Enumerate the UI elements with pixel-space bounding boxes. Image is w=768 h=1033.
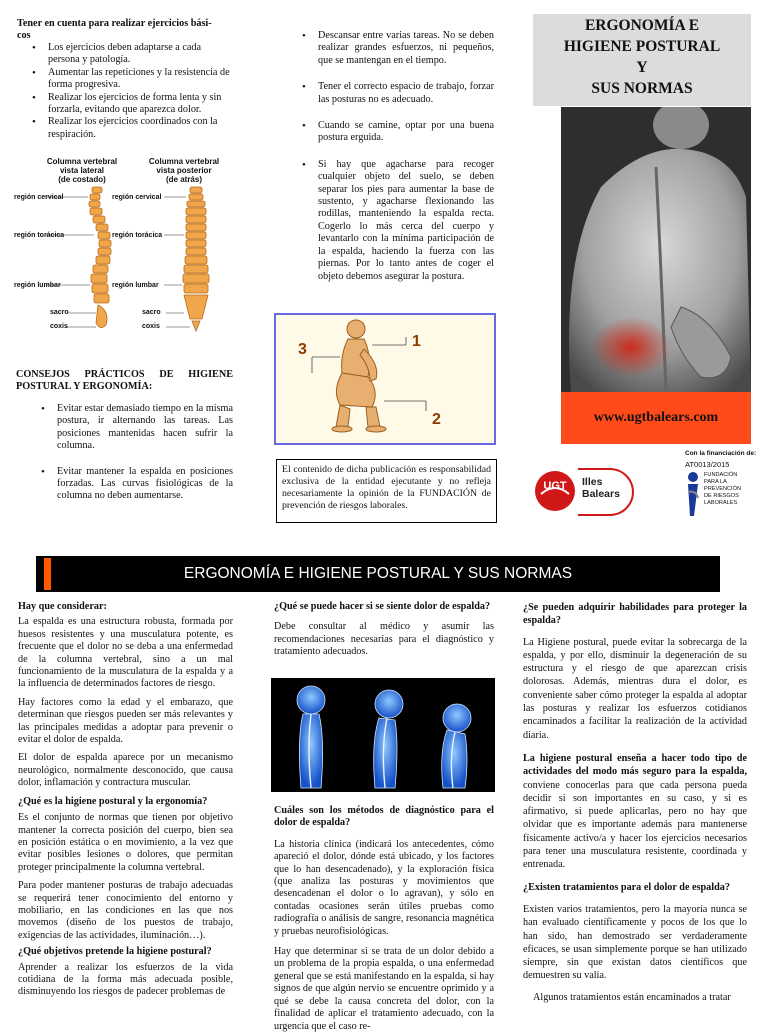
list-item: • Tener el correcto espacio de trabajo, forzar las posturas no es adecuado.: [286, 81, 494, 106]
squat-label-2: 2: [432, 411, 441, 428]
squat-label-3: 3: [298, 341, 307, 358]
paragraph: Hay factores como la edad y el embarazo, que determinan que riesgos pueden ser más relevantes y las principales medidas a adoptar para prevenir o evitar el dolor de espalda.: [18, 696, 233, 746]
section-heading: ¿Qué se puede hacer si se siente dolor de espalda?: [274, 601, 491, 612]
label-toracica: región torácica: [14, 232, 65, 239]
cover-title-line: ERGONOMÍA E: [584, 17, 700, 34]
spine-drawing: [14, 185, 238, 335]
squat-figure: [274, 313, 496, 445]
back-pain-photo: [561, 107, 751, 392]
cover-title: [533, 14, 751, 106]
cover-title-line: SUS NORMAS: [591, 80, 693, 97]
label-lumbar-2: región lumbar: [112, 282, 159, 289]
bottom-col-2: [274, 601, 494, 659]
spine-title-posterior: Columna vertebral vista posterior (de atrás): [148, 157, 220, 184]
squat-label-1: 1: [412, 333, 421, 350]
paragraph: Debe consultar al médico y asumir las recomendaciones necesarias para el diagnóstico y tratamiento adecuados.: [274, 621, 494, 658]
paragraph: Es el conjunto de normas que tienen por objetivo mantener la correcta posición del cuerpo, bien sea en posición estática o en movimiento, a la vez que evitar posibles lesiones o dolores, que permitan proteger principalmente la columna vertebral.: [18, 812, 233, 873]
paragraph: Algunos tratamientos están encaminados a tratar: [533, 991, 731, 1003]
section-heading: ¿Qué objetivos pretende la higiene postural?: [18, 946, 212, 958]
paragraph: La historia clínica (indicará los antecedentes, cómo apareció el dolor, dónde está ubicado, y los factores que lo han desencadenado), y la exploración física (que analiza las posturas y movimientos que desencadenan el dolor o lo agravan), y sólo en contadas ocasiones serán útiles pruebas como radiografía o análisis de sangre, resonancia magnética y pruebas neurofisiológicas.: [274, 838, 494, 937]
paragraph: Hay que determinar si se trata de un dolor debido a un problema de la propia espalda, o una enfermedad general que se está manifestando en la espalda, si hay signos de que algún nervio se encuentre oprimido y a qué se debe la causa concreta del dolor, con la finalidad de aplicar el tratamiento adecuado, con la urgencia que el caso re-: [274, 946, 494, 1032]
label-sacro: sacro: [50, 309, 69, 316]
paragraph: El dolor de espalda aparece por un mecanismo neurológico, normalmente desconocido, que causa dolor, inflamación y contractura muscular.: [18, 752, 233, 789]
illes-balears-logo: [578, 468, 634, 516]
label-lumbar: región lumbar: [14, 282, 61, 289]
section-heading: Cuáles son los métodos de diagnóstico para el dolor de espalda?: [274, 805, 494, 829]
list-item: • Los ejercicios deben adaptarse a cada persona y patología.: [16, 42, 234, 67]
squatting-person-illustration: [276, 315, 494, 443]
section-heading: ¿Existen tratamientos para el dolor de espalda?: [523, 881, 730, 893]
label-cervical: región cervical: [14, 194, 64, 201]
ugt-logo-text: UGT: [543, 480, 567, 492]
paragraph: Aprender a realizar los esfuerzos de la vida cotidiana de la forma más adecuada posible, disminuyendo los riesgos de padecer problemas de: [18, 961, 233, 998]
paragraph: La espalda es una estructura robusta, formada por huesos resistentes y una musculatura potente, es frecuente que el dolor no se deba a una enfermedad de la columna vertebral, sino a un mal funcionamiento de la musculatura de la espalda y a la influencia de determinados factores de riesgo.: [18, 616, 233, 690]
label-sacro-2: sacro: [142, 309, 161, 316]
consejos-list: [25, 403, 233, 503]
paragraph: Existen varios tratamientos, pero la mayoría nunca se han evaluado científicamente y pocos de los que lo han sido, han demostrado ser verdaderamente eficaces, se usan simplemente porque se han utilizado siempre, sin que existan datos científicos que demuestren su valía.: [523, 903, 747, 982]
list-item: • Aumentar las repeticiones y la resistencia de forma progresiva.: [16, 67, 234, 92]
exercise-list: [16, 42, 234, 141]
funding-label: Con la financiación de:: [685, 450, 757, 457]
spine-illustration: [14, 157, 238, 335]
list-item: • Cuando se camine, optar por una buena postura erguida.: [286, 120, 494, 145]
list-item: • Descansar entre varias tareas. No se deben realizar grandes esfuerzos, ni pequeños, que se mantengan en el tiempo.: [286, 30, 494, 67]
list-item: • Si hay que agacharse para recoger cualquier objeto del suelo, se deben separar los pies para aumentar la base de sustento, y agacharse flexionando las rodillas, manteniendo la espalda recta. Cogerlo lo más cerca del cuerpo y levantarlo con la mínima participación de la espalda, haciendo la fuerza con las piernas. Por lo tanto antes de coger el objeto debemos asegurar la postura.: [286, 159, 494, 283]
paragraph-text: conviene conocerlas para que cada persona pueda decidir si son importantes en su caso, y si es afirmativo, si puede aplicarlas, pero no hay que olvidar que es importante además para mantenerse físicamente activo/a y hacer los ejercicios necesarios para tener una musculatura resistente, coordinada y entrenada.: [523, 779, 747, 871]
website-link[interactable]: www.ugtbalears.com: [593, 410, 719, 425]
banner-title: ERGONOMÍA E HIGIENE POSTURAL Y SUS NORMAS: [183, 565, 573, 582]
list-item: • Evitar mantener la espalda en posiciones forzadas. Las curvas fisiológicas de la columna no deben aumentarse.: [25, 466, 233, 503]
website-band: [561, 392, 751, 444]
fundacion-text: FUNDACIÓN PARA LA PREVENCIÓN DE RIESGOS LABORALES: [704, 472, 741, 506]
section-heading: Hay que considerar:: [18, 601, 107, 612]
consejos-heading: CONSEJOS PRÁCTICOS DE HIGIENE POSTURAL Y ERGONOMÍA:: [16, 369, 233, 393]
label-toracica-2: región torácica: [112, 232, 163, 239]
ugt-logo: [533, 464, 577, 518]
bottom-col-2-lower: [274, 805, 494, 1033]
spine-title-lateral: Columna vertebral vista lateral (de costado): [46, 157, 118, 184]
list-item: • Evitar estar demasiado tiempo en la misma postura, ir alternando las tareas. Las posiciones mantenidas hacen sufrir la columna.: [25, 403, 233, 453]
cover-title-line: Y: [636, 59, 648, 76]
section-heading: ¿Se pueden adquirir habilidades para proteger la espalda?: [523, 602, 747, 627]
list-item: • Realizar los ejercicios coordinados con la respiración.: [16, 116, 234, 141]
exercise-heading: Tener en cuenta para realizar ejercicios bási- cos: [17, 18, 212, 42]
emphasis-text: La higiene postural enseña a hacer todo tipo de actividades del modo más seguro para la espalda,: [523, 752, 747, 778]
label-coxis: coxis: [50, 323, 68, 330]
section-heading: ¿Qué es la higiene postural y la ergonomía?: [18, 795, 208, 807]
posture-skeletons-image: [271, 678, 495, 792]
tips-list: [286, 30, 494, 283]
bottom-col-1: [18, 601, 233, 999]
illes-balears-text: Illes Balears: [582, 476, 620, 500]
cover-title-line: HIGIENE POSTURAL: [563, 38, 721, 55]
label-coxis-2: coxis: [142, 323, 160, 330]
fundacion-logo: [684, 470, 702, 518]
disclaimer-box: El contenido de dicha publicación es responsabilidad exclusiva de la entidad ejecutante y no refleja necesariamente la opinión de la FUNDACIÓN de prevención de riesgos laborales.: [276, 459, 497, 523]
label-cervical-2: región cervical: [112, 194, 162, 201]
paragraph: [523, 752, 747, 872]
paragraph: Para poder mantener posturas de trabajo adecuadas se requerirá tener conocimiento del entorno y mobiliario, en las condiciones en las que nos movemos (diseño de los puestos de trabajo, exigencias de las actividades, iluminación…).: [18, 880, 233, 941]
list-item: • Realizar los ejercicios de forma lenta y sin forzarla, evitando que aparezca dolor.: [16, 92, 234, 117]
bottom-col-3: [523, 601, 747, 1004]
paragraph: La Higiene postural, puede evitar la sobrecarga de la espalda, y por ello, disminuir la degeneración de su estructura y el riesgo de que aparezcan crisis dolorosas. Además, mientras dura el dolor, es conveniente saber cómo proteger la espalda al adoptar las posturas y realizar los esfuerzos cotidianos encaminados a facilitar la realización de la actividad diaria.: [523, 636, 747, 741]
funding-code: AT0013/2015: [685, 460, 730, 469]
